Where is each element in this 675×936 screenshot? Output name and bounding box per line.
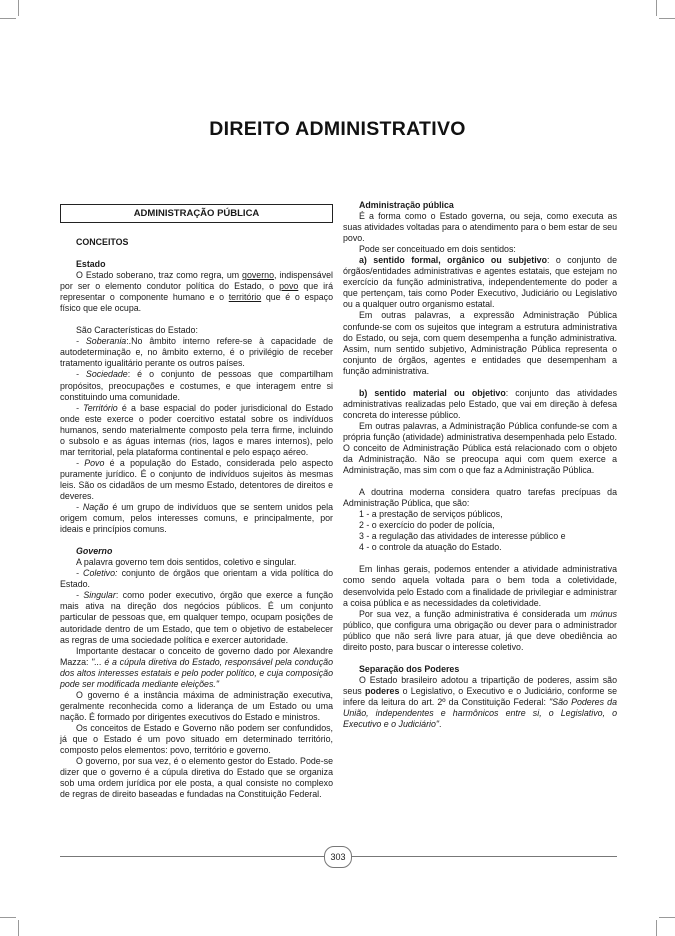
tarefa-item: 1 - a prestação de serviços públicos, [359,509,503,520]
adm-paragraph: Pode ser conceituado em dois sentidos: [359,244,516,255]
adm-paragraph: Em outras palavras, a expressão Administração Pública confunde-se com os sujeitos que integram a estrutura administrativa do Estado, ou seja, com quem desempenha a função administrativa. Assim, num sentido subjetivo, Administração Pública representa o conjunto de órgãos, agentes e entidades que desempenham a função administrativa. [343,310,617,376]
governo-paragraph: O governo, por sua vez, é o elemento gestor do Estado. Pode-se dizer que o governo é a cúpula diretiva do Estado que se organiza sob uma ordem jurídica por ele posta, a qual consiste no complexo de regras de direito baseadas e fundadas na Constituição Federal. [60,756,333,800]
adm-paragraph: Em linhas gerais, podemos entender a atividade administrativa como sendo aquela voltada para o bem toda a coletividade, desenvolvida pelo Estado com a finalidade de privilegiar e administrar a coisa pública e as necessidades da coletividade. [343,564,617,608]
tarefa-item: 2 - o exercício do poder de polícia, [359,520,495,531]
crop-mark [0,917,16,918]
sociedade-item: - Sociedade: é o conjunto de pessoas que compartilham propósitos, preocupações e costumes, e que interagem entre si constituindo uma comunidade. [60,369,333,402]
page-number: 303 [324,846,352,868]
crop-mark [656,920,657,936]
crop-mark [18,920,19,936]
right-column [343,200,617,730]
singular-item: - Singular: como poder executivo, órgão que exerce a função mais ativa na direção dos negócios públicos. É um conjunto particular de pessoas que, em qualquer tempo, ocupam posições de autoridade dentro de um Estado, que tem o objetivo de estabelecer as regras de uma sociedade política e exercer autoridade. [60,590,333,645]
governo-paragraph: A palavra governo tem dois sentidos, coletivo e singular. [76,557,297,568]
page-title: DIREITO ADMINISTRATIVO [209,118,466,140]
sentido-material: b) sentido material ou objetivo: conjunto das atividades administrativas realizadas pelo Estado, que vai em direção à defesa concreta do interesse público. [343,387,617,420]
mazza-quote: Importante destacar o conceito de governo dado por Alexandre Mazza: "... é a cúpula diretiva do Estado, responsável pela condução dos altos interesses estatais e pelo poder político, e cuja composição pode ser modificada mediante eleições." [60,645,333,689]
governo-paragraph: Os conceitos de Estado e Governo não podem ser confundidos, já que o Estado é um povo situado em determinado território, composto pelos elementos: povo, território e governo. [60,722,333,756]
governo-heading: Governo [76,546,113,557]
crop-mark [18,0,19,16]
crop-mark [0,18,16,19]
section-box-title: ADMINISTRAÇÃO PÚBLICA [60,204,333,223]
footer-rule [60,856,324,857]
separacao-paragraph: O Estado brasileiro adotou a tripartição de poderes, assim são seus poderes o Legislativo, o Executivo e o Judiciário, conforme se infere da leitura do art. 2º da Constituição Federal: "São Poderes da União, independentes e harmônicos entre si, o Legislativo, o Executivo e o Judiciário". [343,674,617,730]
crop-mark [656,0,657,16]
sentido-formal: a) sentido formal, orgânico ou subjetivo: o conjunto de órgãos/entidades administrativas e agentes estatais, que estejam no exercício da função administrativa, independentemente do poder a que pertençam, tais como Poder Executivo, Judiciário ou Legislativo ou a qualquer outro organismo estatal. [343,255,617,310]
caracteristicas-intro: São Características do Estado: [76,325,198,336]
governo-paragraph: O governo é a instância máxima de administração executiva, geralmente reconhecida como a liderança de um Estado ou uma nação. É formado por dirigentes executivos do Estado e ministros. [60,689,333,722]
soberania-item: - Soberania:.No âmbito interno refere-se à capacidade de autodeterminação e, no âmbito externo, é o privilégio de receber tratamento igualitário perante os outros países. [60,336,333,369]
tarefa-item: 3 - a regulação das atividades de interesse público e [359,531,566,542]
coletivo-item: - Coletivo: conjunto de órgãos que orientam a vida política do Estado. [60,568,334,590]
estado-paragraph: O Estado soberano, traz como regra, um governo, indispensável por ser o elemento condutor política do Estado, o povo que irá representar o componente humano e o território que é o espaço físico que ele ocupa. [60,270,334,314]
estado-heading: Estado [76,259,106,270]
munus-paragraph: Por sua vez, a função administrativa é considerada um múnus público, que configura uma obrigação ou dever para o administrador público que não será livre para atuar, já que deve obediência ao direito posto, para buscar o interesse coletivo. [343,608,617,652]
povo-item: - Povo é a população do Estado, considerada pelo aspecto puramente jurídico. É o conjunto de indivíduos sujeitos às mesmas leis. São os cidadãos de um mesmo Estado, detentores de direitos e deveres. [60,457,334,501]
territorio-item: - Território é a base espacial do poder jurisdicional do Estado onde este exerce o poder coercitivo estatal sobre os indivíduos humanos, sendo materialmente composto pela terra firme, incluindo o subsolo e as águas internas (rios, lagos e mares internos), pelo mar territorial, pela plataforma continental e pelo espaço aéreo. [60,402,333,457]
conceitos-heading: CONCEITOS [76,237,129,247]
adm-paragraph: Em outras palavras, a Administração Pública confunde-se com a própria função (atividade) administrativa desempenhada pelo Estado. O conceito de Administração Pública está relacionado com o objeto da Administração. Não se preocupa aqui com quem exerce a Administração, mas sim com o que faz a Administração Pública. [343,420,617,476]
footer-rule [350,856,617,857]
left-column [60,204,333,800]
adm-paragraph: É a forma como o Estado governa, ou seja, como executa as suas atividades voltadas para o atendimento para o bem estar de seu povo. [343,211,617,244]
nacao-item: - Nação é um grupo de indivíduos que se sentem unidos pela origem comum, pelos interesses comuns, e principalmente, por ideais e princípios comuns. [60,502,333,535]
crop-mark [659,917,675,918]
separacao-heading: Separação dos Poderes [359,663,460,674]
adm-heading: Administração pública [359,200,454,210]
adm-paragraph: A doutrina moderna considera quatro tarefas precípuas da Administração Pública, que são: [343,487,617,509]
tarefa-item: 4 - o controle da atuação do Estado. [359,542,502,553]
crop-mark [659,18,675,19]
